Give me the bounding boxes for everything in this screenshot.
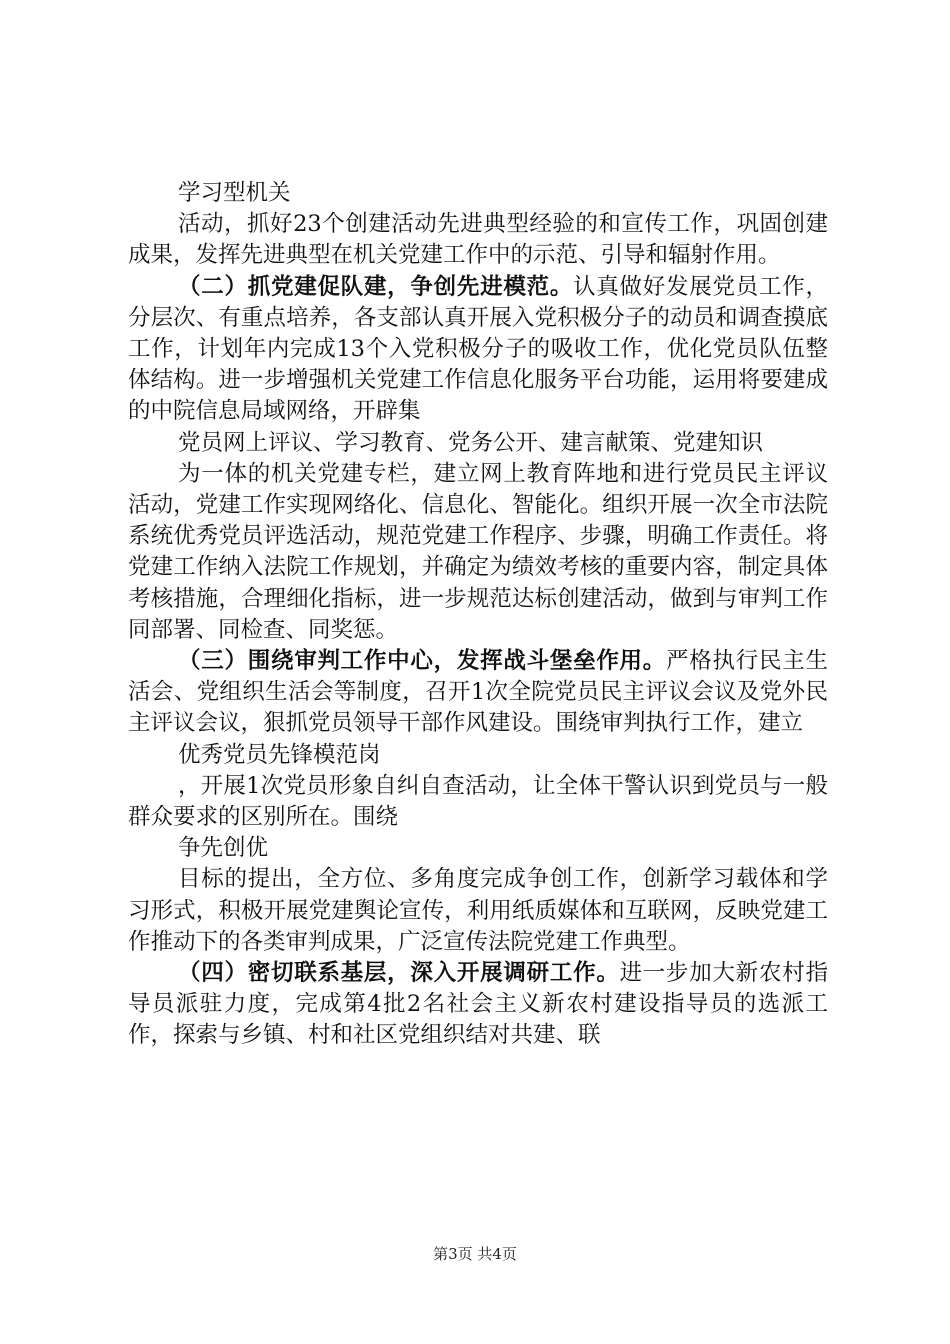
section-heading-3: （三）围绕审判工作中心，发挥战斗堡垒作用。 bbox=[178, 648, 667, 675]
paragraph-6 bbox=[128, 646, 828, 740]
paragraph-7 bbox=[128, 740, 828, 771]
paragraph-text: 认真做好发展党员工作，分层次、有重点培养，各支部认真开展入党积极分子的动员和调查摸底工作，计划年内完成13个入党积极分子的吸收工作，优化党员队伍整体结构。进一步增强机关党建工作信息化服务平台功能，运用将要建成的中院信息局域网络，开辟集 bbox=[128, 273, 828, 425]
page-number-label: 第3页 共4页 bbox=[433, 1245, 517, 1263]
paragraph-8 bbox=[128, 771, 828, 833]
paragraph-text: 严格执行民主生活会、党组织生活会等制度，召开1次全院党员民主评议会议及党外民主评议会议，狠抓党员领导干部作风建设。围绕审判执行工作，建立 bbox=[128, 648, 828, 737]
paragraph-text: 党员网上评议、学习教育、党务公开、建言献策、党建知识 bbox=[178, 429, 764, 456]
paragraph-2 bbox=[128, 209, 828, 271]
paragraph-5 bbox=[128, 459, 828, 646]
page-footer bbox=[0, 1244, 950, 1264]
paragraph-text: 为一体的机关党建专栏，建立网上教育阵地和进行党员民主评议活动，党建工作实现网络化、信息化、智能化。组织开展一次全市法院系统优秀党员评选活动，规范党建工作程序、步骤，明确工作责任。将党建工作纳入法院工作规划，并确定为绩效考核的重要内容，制定具体考核措施，合理细化指标，进一步规范达标创建活动，做到与审判工作同部署、同检查、同奖惩。 bbox=[128, 460, 828, 643]
paragraph-text: 学习型机关 bbox=[178, 180, 291, 206]
paragraph-4 bbox=[128, 428, 828, 459]
section-heading-4: （四）密切联系基层，深入开展调研工作。 bbox=[178, 960, 620, 987]
paragraph-text: 活动，抓好23个创建活动先进典型经验的和宣传工作，巩固创建成果，发挥先进典型在机关党建工作中的示范、引导和辐射作用。 bbox=[128, 211, 828, 269]
paragraph-text: 争先创优 bbox=[178, 835, 269, 862]
paragraph-11 bbox=[128, 958, 828, 1052]
paragraph-text: 优秀党员先锋模范岗 bbox=[178, 741, 381, 768]
section-heading-2: （二）抓党建促队建，争创先进模范。 bbox=[178, 273, 574, 300]
paragraph-text: ，开展1次党员形象自纠自查活动，让全体干警认识到党员与一般群众要求的区别所在。围绕 bbox=[128, 772, 828, 831]
paragraph-9 bbox=[128, 833, 828, 864]
paragraph-1 bbox=[128, 178, 828, 209]
paragraph-3 bbox=[128, 272, 828, 428]
paragraph-10 bbox=[128, 864, 828, 958]
paragraph-text: 进一步加大新农村指导员派驻力度，完成第4批2名社会主义新农村建设指导员的选派工作，探索与乡镇、村和社区党组织结对共建、联 bbox=[128, 960, 828, 1049]
body-text bbox=[128, 178, 828, 1052]
paragraph-text: 目标的提出，全方位、多角度完成争创工作，创新学习载体和学习形式，积极开展党建舆论宣传，利用纸质媒体和互联网，反映党建工作推动下的各类审判成果，广泛宣传法院党建工作典型。 bbox=[128, 866, 828, 955]
